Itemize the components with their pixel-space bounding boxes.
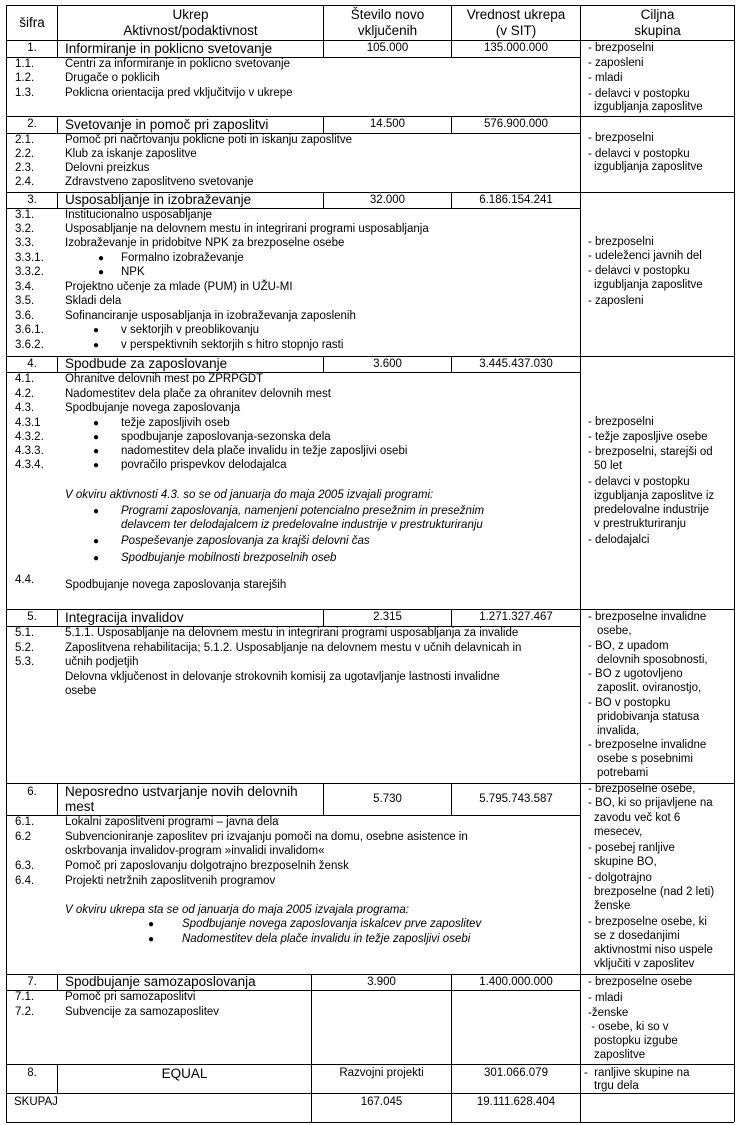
target-group: delovnih sposobnosti,: [597, 654, 708, 666]
target-group: trgu dela: [594, 1080, 639, 1092]
activity-item: Drugače o poklicih: [65, 72, 160, 84]
target-group: - brezposelni: [588, 416, 654, 428]
section-count: 32.000: [369, 194, 406, 206]
bullet-icon: ●: [93, 418, 100, 429]
activity-item: osebe: [65, 685, 97, 697]
bullet-icon: ●: [93, 553, 100, 564]
target-group: -ženske: [588, 1007, 629, 1019]
activity-code: 4.3.3.: [15, 445, 44, 457]
section-number: 8.: [27, 1067, 37, 1079]
activity-code: 5.1.: [15, 627, 35, 639]
target-group: aktivnostmi niso uspele: [594, 944, 713, 956]
activity-item: težje zaposljivih oseb: [121, 417, 230, 429]
target-group: - delavci v postopku: [588, 476, 690, 488]
section-title: Informiranje in poklicno svetovanje: [65, 41, 273, 56]
bullet-icon: ●: [93, 340, 100, 351]
target-group: - BO v postopku: [588, 697, 671, 709]
target-group: - zaposleni: [588, 295, 644, 307]
activity-item: Pomoč pri samozaposlitvi: [65, 991, 196, 1003]
section-value: 1.271.327.467: [479, 611, 553, 623]
activity-item: Ohranitve delovnih mest po ZPRPGDT: [65, 373, 264, 385]
activity-item: učnih podjetjih: [65, 656, 139, 668]
target-group: potrebami: [597, 767, 649, 779]
activity-code: 3.3.: [15, 237, 35, 249]
activity-item: Spodbujanje novega zaposlovanja starejših: [65, 579, 287, 591]
activity-code: 4.3.4.: [15, 459, 44, 471]
activity-item: nadomestitev dela plače invalidu in težje zaposljivi osebi: [121, 445, 408, 457]
target-group: - brezposelni: [588, 42, 654, 54]
activity-item: Pomoč pri zaposlovanju dolgotrajno brezposelnih žensk: [65, 860, 349, 872]
program-item: delavcem ter delodajalcem iz predelovalne industrije v prestrukturiranju: [121, 519, 483, 531]
activity-code: 3.2.: [15, 223, 35, 235]
section-number: 2.: [27, 118, 37, 130]
target-group: osebe s posebnimi: [597, 753, 693, 765]
target-group: - težje zaposljive osebe: [588, 431, 708, 443]
target-group: - udeleženci javnih del: [588, 250, 702, 262]
header-count: Število novo: [350, 7, 425, 22]
grid-line: [6, 1093, 734, 1094]
target-group: izgubljanja zaposlitve: [594, 279, 703, 291]
section-title: EQUAL: [161, 1066, 208, 1081]
activity-code: 3.6.2.: [15, 339, 44, 351]
activity-item: povračilo prispevkov delodajalca: [121, 459, 287, 471]
section-count: 105.000: [366, 42, 409, 54]
header-value: Vrednost ukrepa: [466, 7, 566, 22]
bullet-icon: ●: [93, 460, 100, 471]
program-item: Programi zaposlovanja, namenjeni potencialno presežnim in presežnim: [121, 505, 485, 517]
activity-code: 1.1.: [15, 58, 35, 70]
activity-item: NPK: [121, 266, 145, 278]
target-group: - brezposelne invalidne: [588, 611, 707, 623]
section-count: Razvojni projekti: [339, 1067, 424, 1079]
program-item: Pospeševanje zaposlovanja za krajši delovni čas: [121, 535, 370, 547]
total-value: 19.111.628.404: [476, 1096, 556, 1108]
target-group: predelovalne industrije: [594, 504, 710, 516]
target-group: - mladi: [588, 992, 623, 1004]
section-value: 301.066.079: [484, 1067, 548, 1079]
target-group: - brezposelne osebe, ki: [588, 916, 707, 928]
target-group: - brezposelne osebe,: [588, 783, 696, 795]
header-target: Ciljna: [640, 7, 675, 22]
activity-item: Formalno izobraževanje: [121, 252, 244, 264]
section-title-cont: mest: [65, 799, 95, 814]
section-value: 6.186.154.241: [479, 194, 553, 206]
section-count: 3.600: [373, 358, 402, 370]
target-group: - zaposleni: [588, 57, 644, 69]
grid-line: [57, 192, 58, 208]
bullet-icon: ●: [93, 506, 100, 517]
activity-item: v sektorjih v preoblikovanju: [121, 324, 260, 336]
activity-item: oskrbovanja invalidov-program »invalidi invalidom«: [65, 845, 325, 857]
target-group: - delavci v postopku: [588, 148, 690, 160]
bullet-icon: ●: [93, 536, 100, 547]
header-measure: Ukrep: [172, 7, 209, 22]
activity-item: spodbujanje zaposlovanja-sezonska dela: [121, 431, 331, 443]
activity-code: 3.3.1.: [15, 252, 44, 264]
section-title: Integracija invalidov: [65, 610, 184, 625]
target-group: - BO, z upadom: [588, 640, 669, 652]
section-count: 14.500: [369, 118, 406, 130]
target-group: ženske: [594, 900, 631, 912]
section-number: 6.: [27, 786, 37, 798]
target-group: zaposlitve: [594, 1049, 646, 1061]
target-group: se z dosedanjimi: [594, 930, 680, 942]
activity-code: 4.4.: [15, 574, 35, 586]
activity-item: Zaposlitvena rehabilitacija; 5.1.2. Usposabljanje na delovnem mestu v učnih delavnicah in: [65, 642, 522, 654]
program-item: Nadomestitev dela plače invalidu in težje zaposljivi osebi: [182, 933, 471, 945]
section-number: 4.: [27, 358, 37, 370]
activity-item: Delovni preizkus: [65, 162, 150, 174]
activity-code: 4.3.: [15, 402, 35, 414]
activity-item: Poklicna orientacija pred vključitvijo v ukrepe: [65, 87, 293, 99]
program-item: Spodbujanje novega zaposlovanja iskalcev prve zaposlitev: [182, 918, 482, 930]
section-count: 5.730: [373, 793, 402, 805]
grid-line: [57, 783, 58, 815]
grid-line: [57, 974, 58, 990]
activity-code: 2.4.: [15, 176, 35, 188]
bullet-icon: ●: [98, 267, 105, 278]
target-group: izgubljanja zaposlitve iz: [594, 490, 715, 502]
bullet-icon: ●: [148, 919, 155, 930]
activity-code: 4.3.1: [15, 417, 41, 429]
total-label: SKUPAJ: [14, 1096, 58, 1108]
header-measure-sub: Aktivnost/podaktivnost: [123, 23, 258, 38]
activity-code: 3.3.2.: [15, 266, 44, 278]
target-group: - brezposelni, starejši od: [588, 446, 713, 458]
target-group: mesecev,: [594, 826, 643, 838]
target-group: brezposelne (nad 2 leti): [594, 886, 715, 898]
header-target-sub: skupina: [634, 23, 681, 38]
activity-code: 3.1.: [15, 209, 35, 221]
activity-item: Usposabljanje na delovnem mestu in integrirani programi usposabljanja: [65, 223, 429, 235]
target-group: - delavci v postopku: [588, 265, 690, 277]
header-value-sub: (v SIT): [495, 23, 537, 38]
section-count: 2.315: [373, 611, 402, 623]
target-group: - posebej ranljive: [588, 842, 675, 854]
section-number: 7.: [27, 976, 37, 988]
bullet-icon: ●: [98, 253, 105, 264]
section-number: 1.: [27, 42, 37, 54]
activity-code: 2.2.: [15, 148, 35, 160]
target-group: invalida,: [597, 725, 640, 737]
activity-item: Izobraževanje in pridobitve NPK za brezposelne osebe: [65, 237, 345, 249]
activity-item: Projekti netržnih zaposlitvenih programov: [65, 875, 276, 887]
section-title: Svetovanje in pomoč pri zaposlitvi: [65, 117, 269, 132]
section-value: 5.795.743.587: [479, 793, 553, 805]
target-group: postopku izgube: [594, 1035, 678, 1047]
section-number: 5.: [27, 611, 37, 623]
activity-item: Centri za informiranje in poklicno svetovanje: [65, 58, 290, 70]
program-item: Spodbujanje mobilnosti brezposelnih oseb: [121, 552, 337, 564]
header-code: šifra: [19, 15, 45, 30]
activity-item: Nadomestitev dela plače za ohranitev delovnih mest: [65, 388, 331, 400]
target-group: - dolgotrajno: [588, 872, 652, 884]
activity-code: 6.4.: [15, 875, 35, 887]
total-count: 167.045: [360, 1096, 403, 1108]
target-group: 50 let: [594, 460, 623, 472]
activity-item: Zdravstveno zaposlitveno svetovanje: [65, 176, 254, 188]
activity-item: Sofinanciranje usposabljanja in izobraževanja zaposlenih: [65, 310, 356, 322]
target-group: osebe,: [597, 625, 632, 637]
grid-line: [6, 5, 734, 6]
section-title: Usposabljanje in izobraževanje: [65, 192, 252, 207]
target-group: - ranljive skupine na: [584, 1067, 690, 1079]
target-group: - mladi: [588, 72, 623, 84]
activity-code: 2.1.: [15, 134, 35, 146]
program-note: V okviru aktivnosti 4.3. so se od januarja do maja 2005 izvajali programi:: [65, 489, 434, 501]
section-value: 576.900.000: [484, 118, 548, 130]
target-group: vključiti v zaposlitev: [594, 958, 695, 970]
target-group: v prestrukturiranju: [594, 518, 687, 530]
table-border-right: [734, 5, 735, 1122]
section-value: 3.445.437.030: [479, 358, 553, 370]
section-number: 3.: [27, 194, 37, 206]
bullet-icon: ●: [93, 325, 100, 336]
target-group: - BO, ki so prijavljene na: [588, 797, 713, 809]
activity-item: Pomoč pri načrtovanju poklicne poti in iskanju zaposlitve: [65, 134, 353, 146]
target-group: skupine BO,: [594, 856, 657, 868]
target-group: pridobivanja statusa: [597, 711, 700, 723]
activity-code: 5.2.: [15, 642, 35, 654]
activity-item: Spodbujanje novega zaposlovanja: [65, 402, 241, 414]
target-group: izgubljanja zaposlitve: [594, 101, 703, 113]
activity-code: 4.2.: [15, 388, 35, 400]
activity-code: 3.4.: [15, 281, 35, 293]
activity-item: v perspektivnih sektorjih s hitro stopnjo rasti: [121, 339, 344, 351]
grid-line: [6, 1064, 734, 1065]
target-group: - brezposelne invalidne: [588, 739, 707, 751]
activity-item: Projektno učenje za mlade (PUM) in UŽU-MI: [65, 281, 293, 293]
activity-code: 7.2.: [15, 1006, 35, 1018]
table-border-left: [6, 5, 7, 1122]
grid-line: [311, 990, 312, 1064]
activity-code: 1.2.: [15, 72, 35, 84]
activity-item: Skladi dela: [65, 295, 122, 307]
grid-line: [580, 5, 581, 1122]
activity-item: Institucionalno usposabljanje: [65, 209, 213, 221]
activity-code: 4.3.2.: [15, 431, 44, 443]
target-group: - BO z ugotovljeno: [588, 668, 683, 680]
grid-line: [57, 356, 58, 372]
target-group: izgubljanja zaposlitve: [594, 161, 703, 173]
bullet-icon: ●: [93, 446, 100, 457]
activity-code: 3.5.: [15, 295, 35, 307]
target-group: - delavci v postopku: [588, 88, 690, 100]
target-group: - brezposelne osebe: [588, 976, 693, 988]
section-value: 135.000.000: [484, 42, 548, 54]
target-group: - osebe, ki so v: [588, 1021, 669, 1033]
target-group: zaposlit. oviranostjo,: [597, 682, 702, 694]
grid-line: [57, 40, 58, 57]
activity-code: 1.3.: [15, 87, 35, 99]
section-title: Spodbujanje samozaposlovanja: [65, 974, 256, 989]
activity-code: 3.6.1.: [15, 324, 44, 336]
activity-code: 3.6.: [15, 310, 35, 322]
activity-item: Klub za iskanje zaposlitve: [65, 148, 197, 160]
section-title: Spodbude za zaposlovanje: [65, 356, 228, 371]
target-group: - brezposelni: [588, 132, 654, 144]
activity-code: 6.1.: [15, 816, 35, 828]
activity-item: Delovna vključenost in delovanje strokovnih komisij za ugotavljanje lastnosti invalidne: [65, 671, 500, 683]
target-group: zavodu več kot 6: [594, 812, 681, 824]
grid-line: [57, 609, 58, 626]
activity-code: 7.1.: [15, 991, 35, 1003]
section-value: 1.400.000.000: [479, 976, 553, 988]
target-group: - brezposelni: [588, 236, 654, 248]
activity-code: 2.3.: [15, 162, 35, 174]
grid-line: [6, 1122, 734, 1123]
program-note: V okviru ukrepa sta se od januarja do maja 2005 izvajala programa:: [65, 904, 409, 916]
activity-item: Subvencije za samozaposlitev: [65, 1006, 220, 1018]
target-group: - delodajalci: [588, 534, 650, 546]
activity-code: 6.2: [15, 831, 31, 843]
section-count: 3.900: [367, 976, 396, 988]
activity-code: 5.3.: [15, 656, 35, 668]
bullet-icon: ●: [148, 934, 155, 945]
header-count-sub: vključenih: [357, 23, 418, 38]
activity-item: Lokalni zaposlitveni programi – javna dela: [65, 816, 279, 828]
activity-code: 6.3.: [15, 860, 35, 872]
activity-item: Subvencioniranje zaposlitev pri izvajanju pomoči na domu, osebne asistence in: [65, 831, 468, 843]
bullet-icon: ●: [93, 432, 100, 443]
activity-item: 5.1.1. Usposabljanje na delovnem mestu in integrirani programi usposabljanja za invalide: [65, 627, 519, 639]
section-title: Neposredno ustvarjanje novih delovnih: [65, 784, 298, 799]
grid-line: [57, 116, 58, 133]
activity-code: 4.1.: [15, 373, 35, 385]
